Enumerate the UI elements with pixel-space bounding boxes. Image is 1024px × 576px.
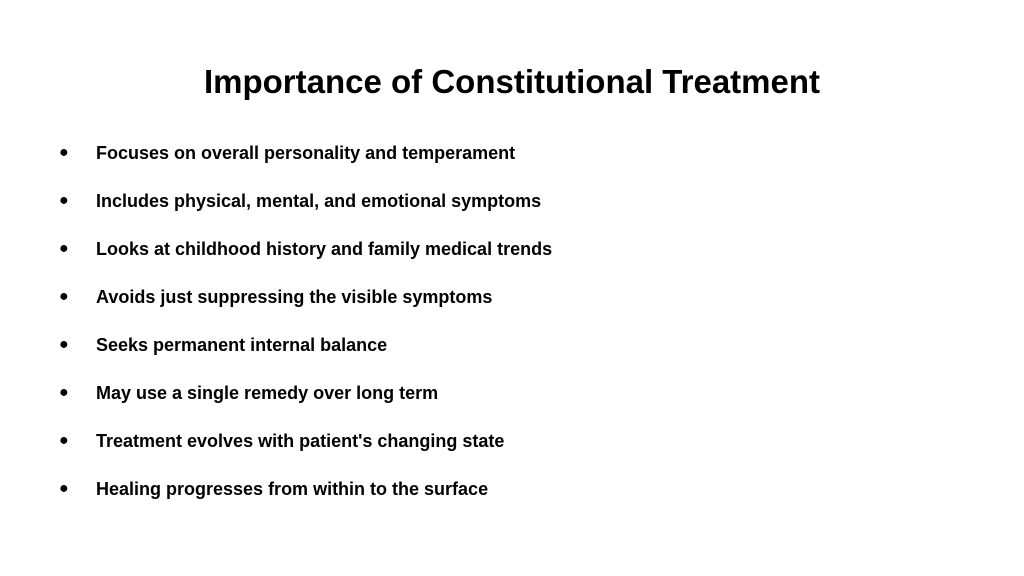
list-item: [0, 474, 1024, 522]
bullet-text: Looks at childhood history and family medical trends: [96, 239, 553, 259]
list-item: [0, 426, 1024, 474]
bullet-text: Includes physical, mental, and emotional symptoms: [96, 191, 542, 211]
bullet-list: [0, 138, 1024, 522]
list-item: [0, 282, 1024, 330]
bullet-icon: ●: [59, 240, 69, 257]
bullet-icon: ●: [59, 384, 69, 401]
bullet-icon: ●: [59, 192, 69, 209]
bullet-text: Treatment evolves with patient's changing state: [96, 431, 505, 451]
bullet-icon: ●: [59, 288, 69, 305]
bullet-icon: ●: [59, 336, 69, 353]
list-item: [0, 138, 1024, 186]
list-item: [0, 378, 1024, 426]
bullet-text: Healing progresses from within to the surface: [96, 479, 489, 499]
bullet-icon: ●: [59, 480, 69, 497]
slide-title: Importance of Constitutional Treatment: [203, 63, 821, 100]
bullet-text: Avoids just suppressing the visible symptoms: [96, 287, 493, 307]
list-item: [0, 186, 1024, 234]
list-item: [0, 234, 1024, 282]
bullet-text: Seeks permanent internal balance: [96, 335, 388, 355]
bullet-icon: ●: [59, 432, 69, 449]
bullet-icon: ●: [59, 144, 69, 161]
bullet-text: May use a single remedy over long term: [96, 383, 439, 403]
list-item: [0, 330, 1024, 378]
bullet-text: Focuses on overall personality and temperament: [96, 143, 516, 163]
